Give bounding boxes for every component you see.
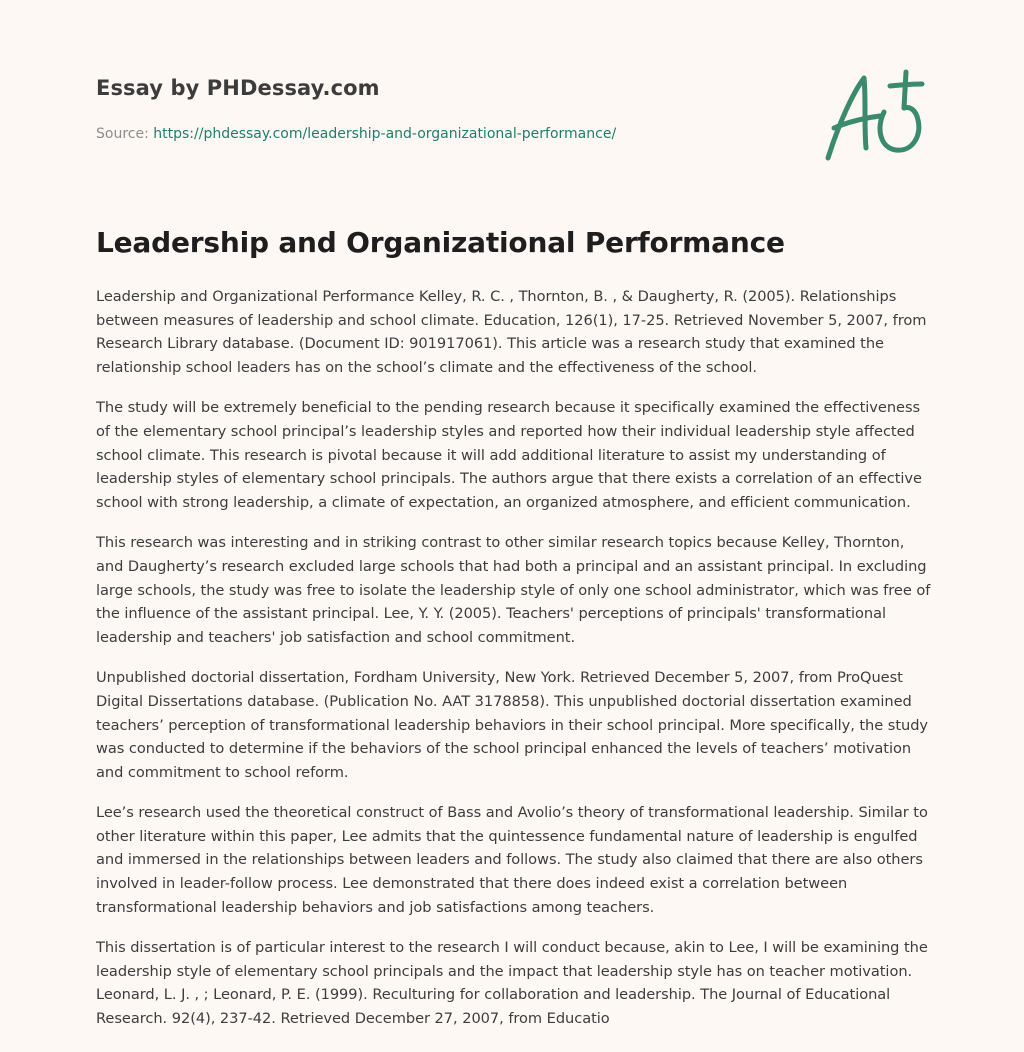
article-paragraph: Unpublished doctorial dissertation, Fordham University, New York. Retrieved December 5, 2007, from ProQuest Digital Dissertations database. (Publication No. AAT 3178858). This unpublished doctorial dissertation examined teachers’ perception of transformational leadership behaviors in their school principal. More specifically, the study was conducted to determine if the behaviors of the school principal enhanced the levels of teachers’ motivation and commitment to school reform. [96,669,929,781]
article-body [96,285,932,1048]
article-paragraph: Lee’s research used the theoretical construct of Bass and Avolio’s theory of transformational leadership. Similar to other literature within this paper, Lee admits that the quintessence fundamental nature of leadership is engulfed and immersed in the relationships between leaders and follows. The study also claimed that there are also others involved in leader-follow process. Lee demonstrated that there does indeed exist a correlation between transformational leadership behaviors and job satisfactions among teachers. [96,804,928,916]
article-paragraph: This dissertation is of particular interest to the research I will conduct because, akin to Lee, I will be examining the leadership style of elementary school principals and the impact that leadership style has on teacher motivation. Leonard, L. J. , ; Leonard, P. E. (1999). Reculturing for collaboration and leadership. The Journal of Educational Research. 92(4), 237-42. Retrieved December 27, 2007, from Educatio [96,939,928,1028]
source-line [96,126,796,142]
article-paragraph: This research was interesting and in striking contrast to other similar research topics because Kelley, Thornton, and Daugherty’s research excluded large schools that had both a principal and an assistant principal. In excluding large schools, the study was free to isolate the leadership style of only one school administrator, which was free of the influence of the assistant principal. Lee, Y. Y. (2005). Teachers' perceptions of principals' transformational leadership and teachers' job satisfaction and school commitment. [96,534,931,646]
source-label: Source: [96,126,154,142]
page-header [96,76,796,142]
article-paragraph: The study will be extremely beneficial to the pending research because it specifically examined the effectiveness of the elementary school principal’s leadership styles and reported how their individual leadership style affected school climate. This research is pivotal because it will add additional literature to assist my understanding of leadership styles of elementary school principals. The authors argue that there exists a correlation of an effective school with strong leadership, a climate of expectation, an organized atmosphere, and efficient communication. [96,399,922,511]
site-brand: Essay by PHDessay.com [96,76,380,100]
article-title: Leadership and Organizational Performance [96,226,785,259]
article-paragraph: Leadership and Organizational Performance Kelley, R. C. , Thornton, B. , & Daugherty, R. (2005). Relationships between measures of leadership and school climate. Education, 126(1), 17-25. Retrieved November 5, 2007, from Research Library database. (Document ID: 901917061). This article was a research study that examined the relationship school leaders has on the school’s climate and the effectiveness of the school. [96,288,927,376]
a-plus-grade-icon [818,66,930,166]
source-link[interactable]: https://phdessay.com/leadership-and-organizational-performance/ [153,126,617,142]
